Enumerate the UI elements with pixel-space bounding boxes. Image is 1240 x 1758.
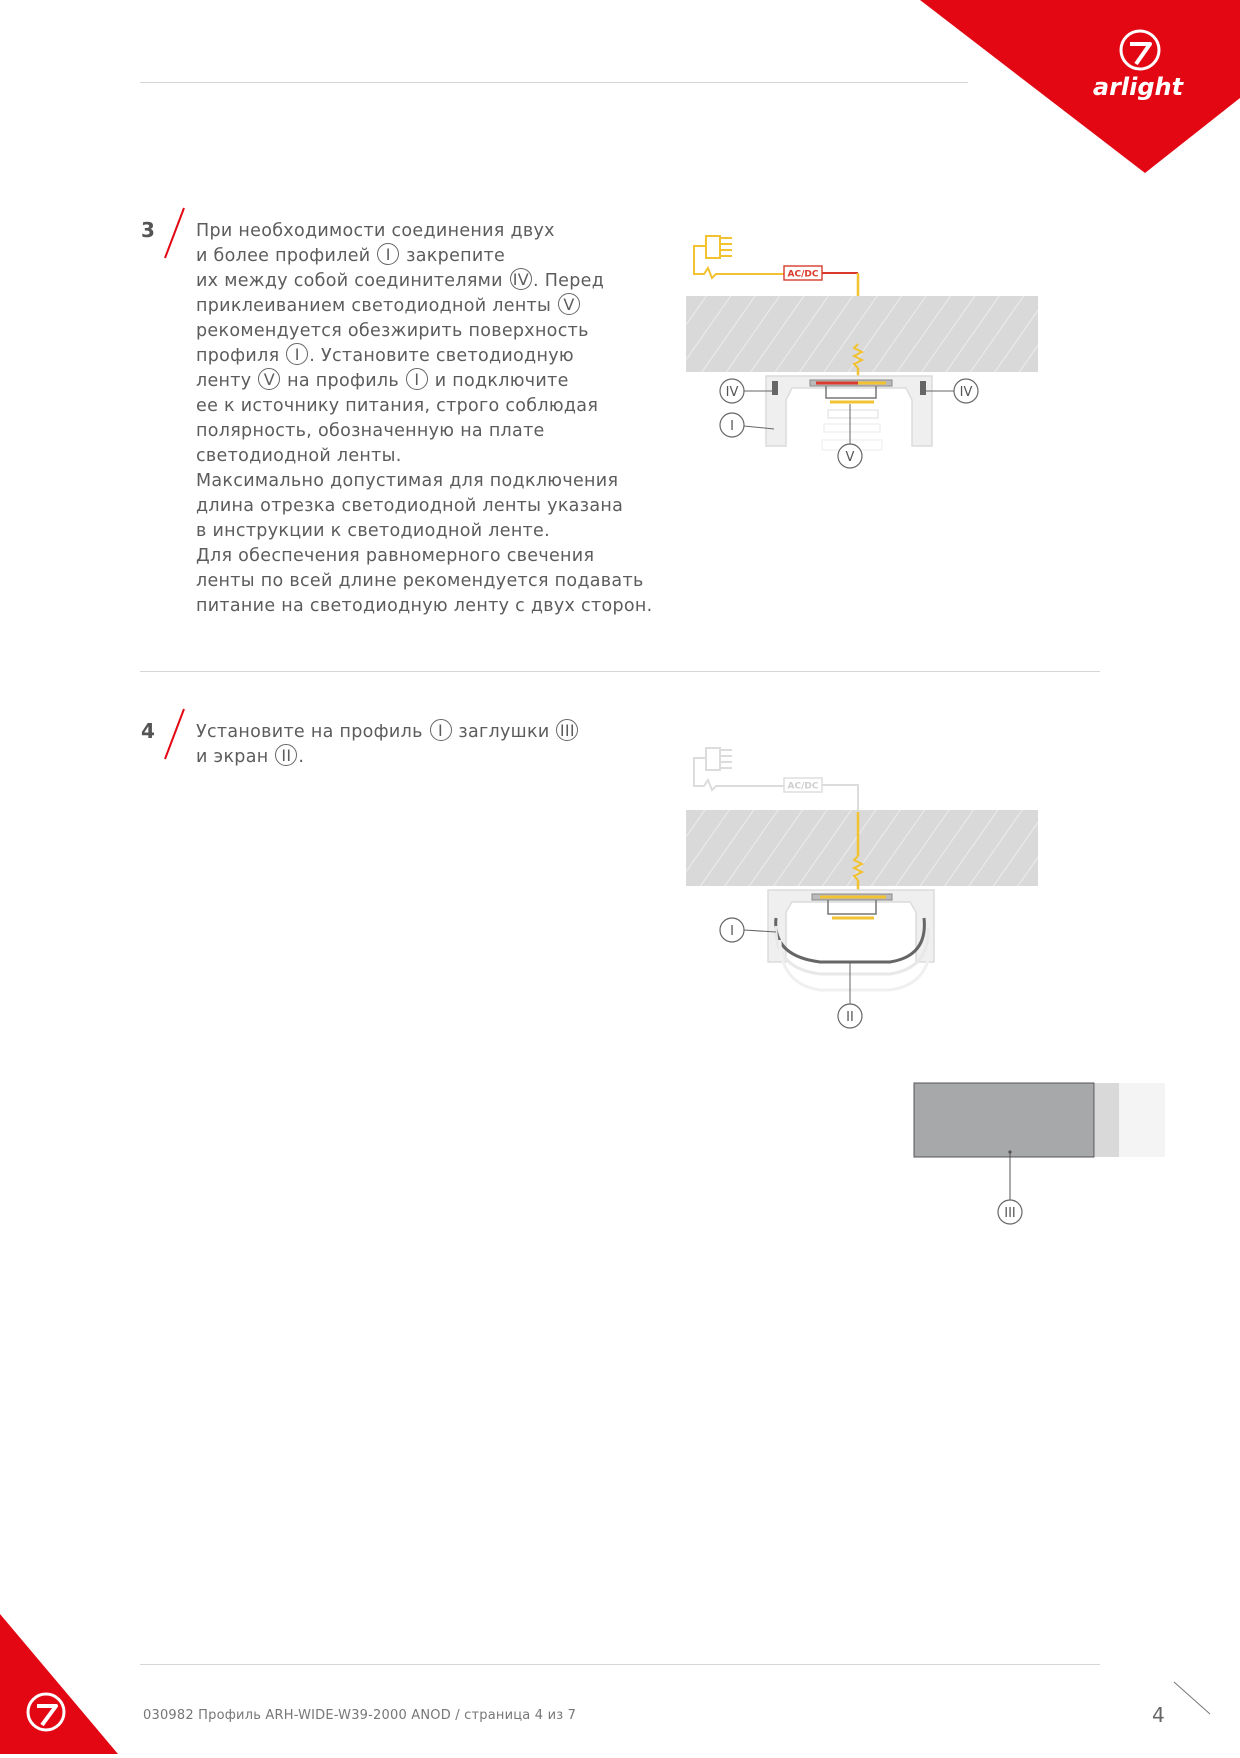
- part-reference-badge: III: [556, 719, 578, 741]
- step-text-line: [196, 294, 653, 319]
- step-text-line: [196, 444, 653, 469]
- page-corner-slash-icon: [1172, 1680, 1212, 1720]
- text-segment: Установите на профиль: [196, 722, 429, 742]
- text-segment: рекомендуется обезжирить поверхность: [196, 321, 589, 341]
- text-segment: и более профилей: [196, 246, 377, 266]
- text-segment: полярность, обозначенную на плате: [196, 421, 545, 441]
- step-3-number: 3: [141, 218, 155, 242]
- step-text-line: [196, 544, 653, 569]
- footer-divider: [140, 1664, 1100, 1665]
- callout-ii: II: [846, 1010, 854, 1025]
- step-text-line: [196, 369, 653, 394]
- step-text-line: [196, 745, 579, 770]
- step-4-text: [196, 720, 579, 770]
- step-text-line: [196, 244, 653, 269]
- diagram-end-cap: [910, 1080, 1170, 1230]
- text-segment: на профиль: [281, 371, 405, 391]
- footer-doc-text: 030982 Профиль ARH-WIDE-W39-2000 ANOD / страница 4 из 7: [143, 1708, 577, 1723]
- text-segment: При необходимости соединения двух: [196, 221, 555, 241]
- screen-outline: [776, 918, 925, 962]
- part-reference-badge: I: [286, 343, 308, 365]
- text-segment: Для обеспечения равномерного свечения: [196, 546, 595, 566]
- acdc-label-faded: AC/DC: [787, 781, 819, 792]
- part-reference-badge: I: [430, 719, 452, 741]
- text-segment: в инструкции к светодиодной ленте.: [196, 521, 550, 541]
- text-segment: ее к источнику питания, строго соблюдая: [196, 396, 599, 416]
- text-segment: . Установите светодиодную: [309, 346, 574, 366]
- step-3-text: [196, 219, 653, 619]
- text-segment: . Перед: [532, 271, 605, 291]
- part-reference-badge: V: [558, 293, 580, 315]
- step-text-line: [196, 519, 653, 544]
- text-segment: ленту: [196, 371, 258, 391]
- part-reference-badge: II: [275, 744, 297, 766]
- callout-i: I: [730, 924, 734, 939]
- text-segment: Максимально допустимая для подключения: [196, 471, 619, 491]
- text-segment: и экран: [196, 747, 275, 767]
- step-text-line: [196, 394, 653, 419]
- text-segment: профиля: [196, 346, 286, 366]
- page-number: 4: [1152, 1703, 1165, 1727]
- top-divider: [140, 82, 968, 83]
- step-text-line: [196, 219, 653, 244]
- power-plug-icon-faded: [694, 748, 784, 790]
- part-reference-badge: IV: [510, 268, 532, 290]
- diagram-step-3: [680, 228, 1040, 478]
- text-segment: светодиодной ленты.: [196, 446, 402, 466]
- power-plug-icon: [694, 236, 784, 278]
- profile-outline: [768, 890, 934, 962]
- step-text-line: [196, 569, 653, 594]
- text-segment: их между собой соединителями: [196, 271, 509, 291]
- text-segment: длина отрезка светодиодной ленты указана: [196, 496, 624, 516]
- text-segment: питание на светодиодную ленту с двух сторон.: [196, 596, 653, 616]
- part-reference-badge: V: [258, 368, 280, 390]
- text-segment: ленты по всей длине рекомендуется подавать: [196, 571, 644, 591]
- step-text-line: [196, 419, 653, 444]
- text-segment: закрепите: [400, 246, 506, 266]
- middle-divider: [140, 671, 1100, 672]
- step-text-line: [196, 494, 653, 519]
- callout-v: V: [845, 450, 855, 465]
- step-text-line: [196, 319, 653, 344]
- step-4-slash-icon: [158, 707, 188, 761]
- step-4-number: 4: [141, 719, 155, 743]
- brand-corner-bottom: [0, 1614, 130, 1754]
- brand-logo-text: arlight: [1092, 73, 1184, 101]
- connector-right: [920, 381, 926, 395]
- step-text-line: [196, 469, 653, 494]
- callout-iii: III: [1004, 1206, 1016, 1221]
- callout-iv-left: IV: [725, 385, 739, 400]
- acdc-label: AC/DC: [787, 269, 819, 280]
- end-cap-shape: [914, 1083, 1094, 1157]
- text-segment: приклеиванием светодиодной ленты: [196, 296, 558, 316]
- part-reference-badge: I: [406, 368, 428, 390]
- part-reference-badge: I: [377, 243, 399, 265]
- text-segment: заглушки: [452, 722, 556, 742]
- diagram-step-4: [680, 740, 1040, 1030]
- step-3-slash-icon: [158, 206, 188, 260]
- text-segment: и подключите: [428, 371, 569, 391]
- text-segment: .: [298, 747, 305, 767]
- brand-corner-top: [920, 0, 1240, 180]
- connector-left: [772, 381, 778, 395]
- step-text-line: [196, 594, 653, 619]
- callout-i: I: [730, 419, 734, 434]
- step-text-line: [196, 269, 653, 294]
- step-text-line: [196, 720, 579, 745]
- callout-iv-right: IV: [959, 385, 973, 400]
- ceiling: [686, 810, 1038, 886]
- step-text-line: [196, 344, 653, 369]
